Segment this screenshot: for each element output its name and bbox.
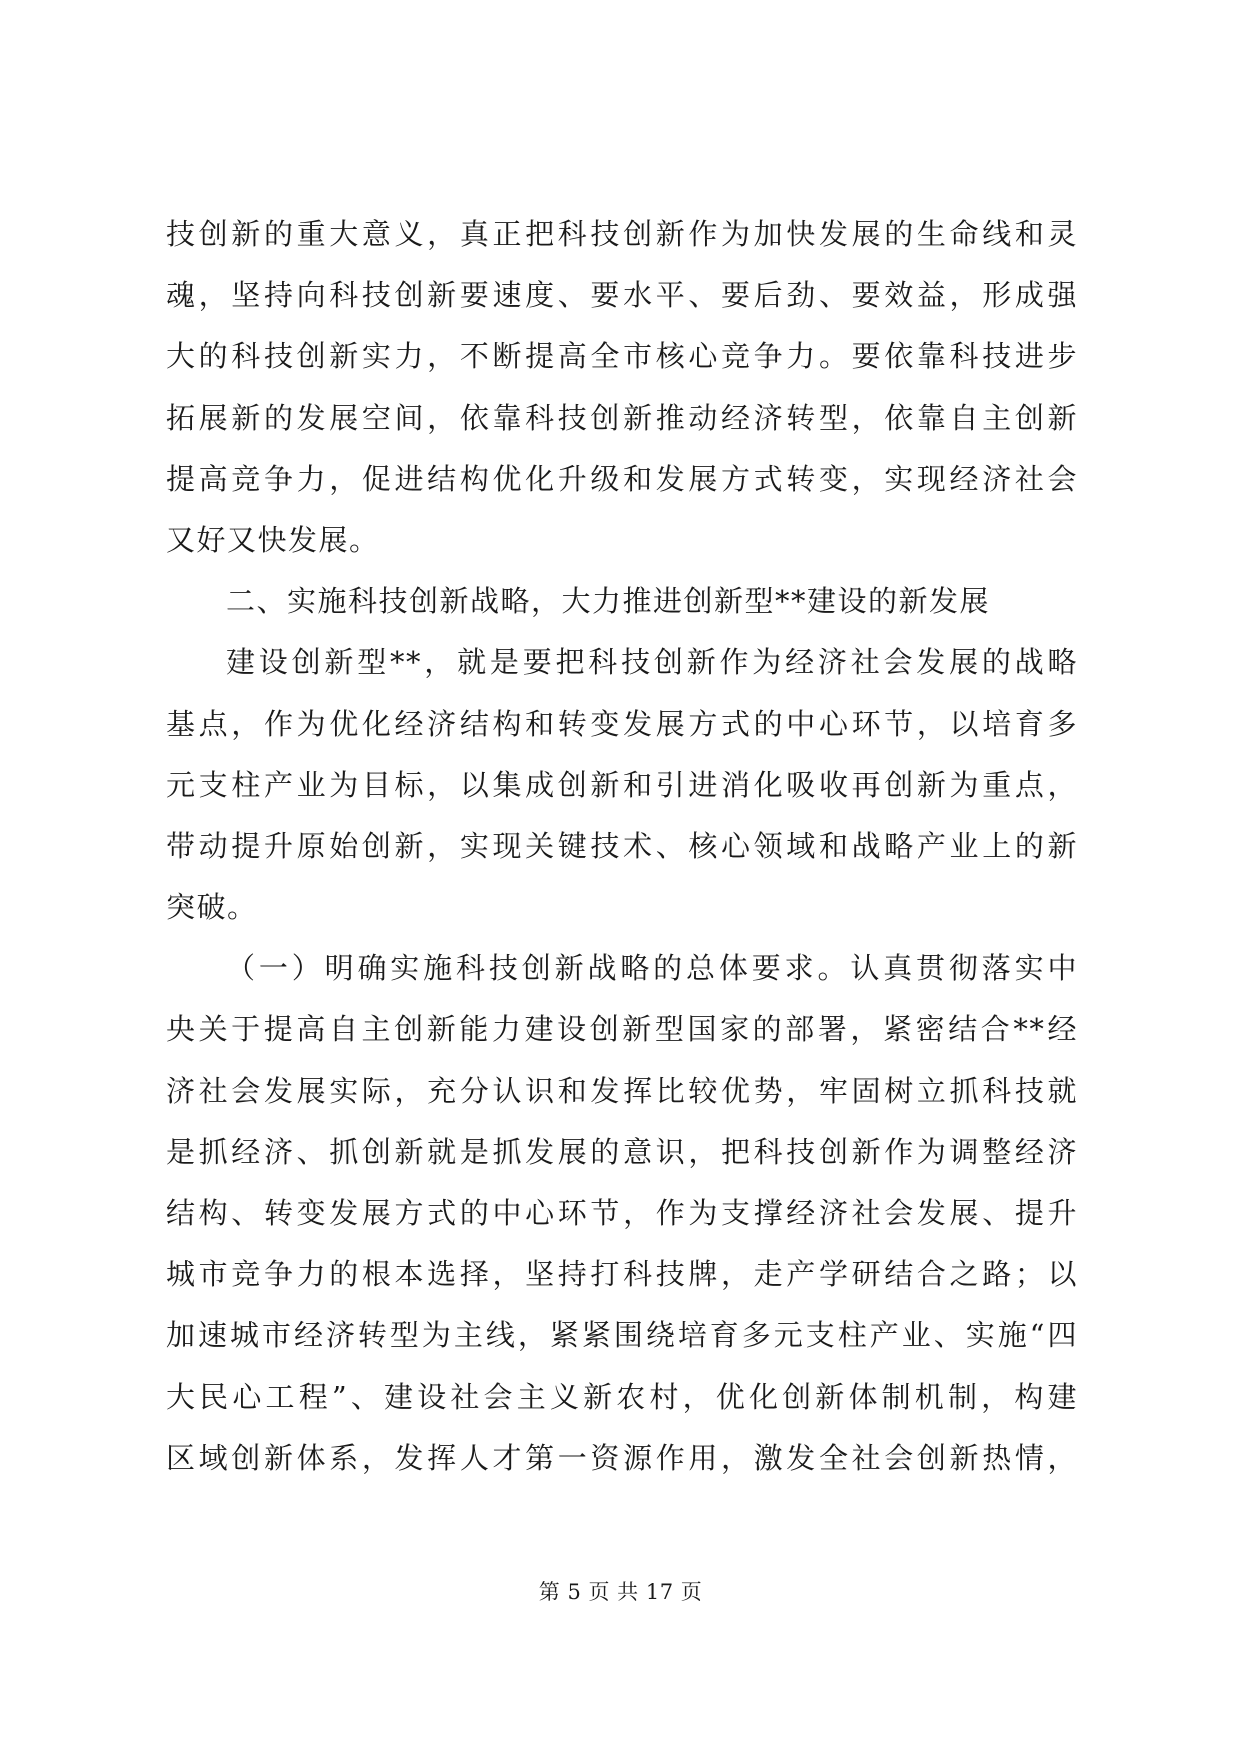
- body-text: [166, 204, 1078, 1489]
- text-line: 结构、转变发展方式的中心环节，作为支撑经济社会发展、提升: [166, 1196, 1078, 1230]
- text-line: 拓展新的发展空间，依靠科技创新推动经济转型，依靠自主创新: [166, 400, 1078, 435]
- text-line: 魂，坚持向科技创新要速度、要水平、要后劲、要效益，形成强: [166, 278, 1078, 313]
- text-line: 元支柱产业为目标，以集成创新和引进消化吸收再创新为重点，: [166, 767, 1078, 802]
- text-line: 又好又快发展。: [166, 522, 380, 557]
- text-line: 带动提升原始创新，实现关键技术、核心领域和战略产业上的新: [166, 828, 1078, 863]
- text-line: 大民心工程”、建设社会主义新农村，优化创新体制机制，构建: [166, 1379, 1078, 1414]
- text-line: 是抓经济、抓创新就是抓发展的意识，把科技创新作为调整经济: [166, 1134, 1078, 1169]
- subsection-heading: （一）明确实施科技创新战略的总体要求。认真贯彻落实中: [226, 951, 1078, 986]
- page-number-footer: 第 5 页 共 17 页: [538, 1580, 703, 1604]
- text-line: 基点，作为优化经济结构和转变发展方式的中心环节，以培育多: [166, 706, 1078, 741]
- section-heading: 二、实施科技创新战略，大力推进创新型**建设的新发展: [226, 584, 991, 619]
- text-line: 建设创新型**，就是要把科技创新作为经济社会发展的战略: [226, 645, 1078, 680]
- text-line: 区域创新体系，发挥人才第一资源作用，激发全社会创新热情，: [166, 1440, 1078, 1475]
- text-line: 提高竞争力，促进结构优化升级和发展方式转变，实现经济社会: [166, 461, 1078, 496]
- text-line: 济社会发展实际，充分认识和发挥比较优势，牢固树立抓科技就: [166, 1073, 1078, 1108]
- text-line: 突破。: [166, 890, 258, 925]
- text-line: 技创新的重大意义，真正把科技创新作为加快发展的生命线和灵: [166, 217, 1078, 251]
- text-line: 城市竞争力的根本选择，坚持打科技牌，走产学研结合之路；以: [166, 1257, 1078, 1292]
- text-line: 大的科技创新实力，不断提高全市核心竞争力。要依靠科技进步: [166, 339, 1078, 374]
- text-line: 加速城市经济转型为主线，紧紧围绕培育多元支柱产业、实施“四: [166, 1318, 1078, 1353]
- text-line: 央关于提高自主创新能力建设创新型国家的部署，紧密结合**经: [166, 1012, 1078, 1047]
